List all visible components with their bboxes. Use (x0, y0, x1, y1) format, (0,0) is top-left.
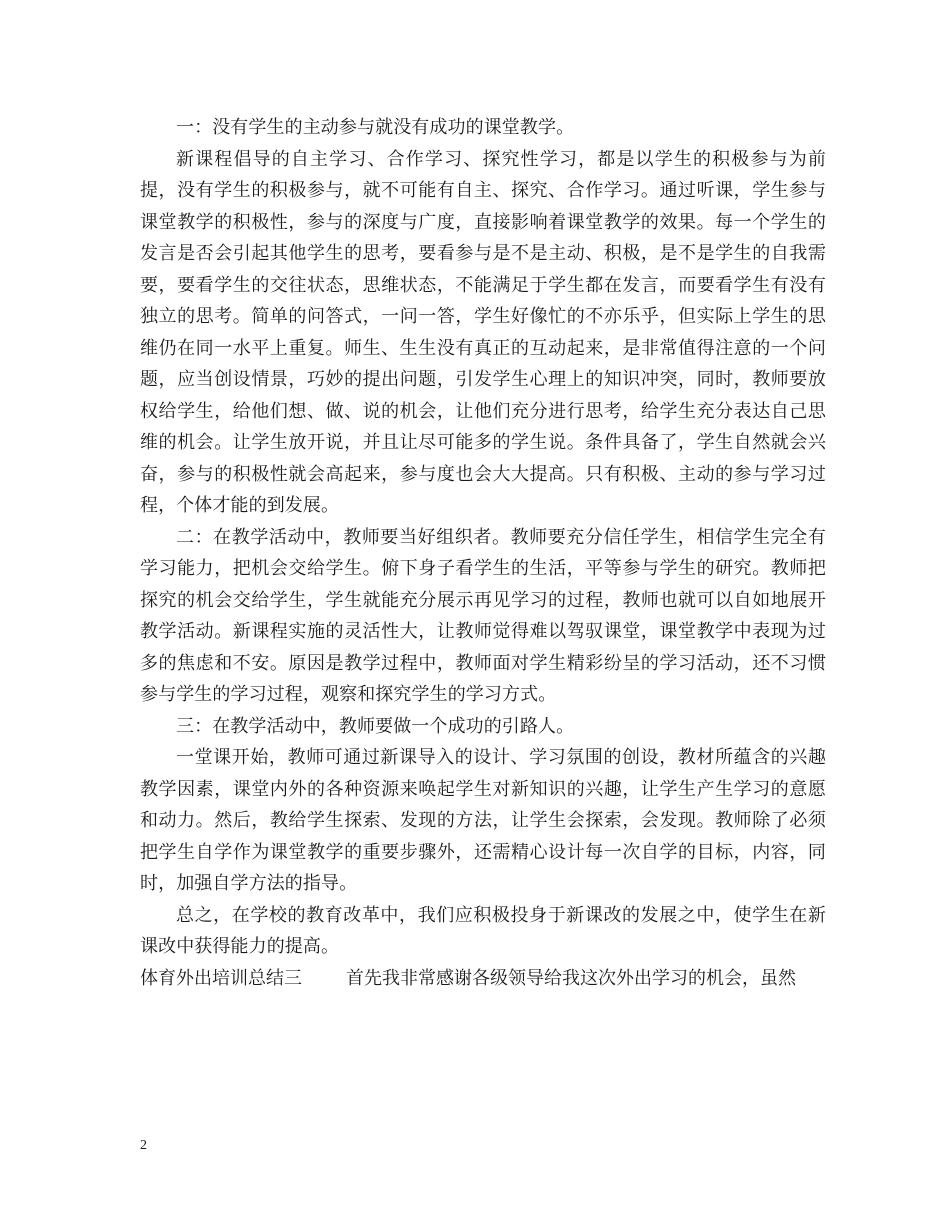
page-number: 2 (140, 1138, 147, 1153)
document-body (140, 112, 826, 994)
next-section-heading: 体育外出培训总结三 (140, 967, 302, 989)
paragraph-lesson-start: 一堂课开始，教师可通过新课导入的设计、学习氛围的创设，教材所蕴含的兴趣教学因素，课堂内外的各种资源来唤起学生对新知识的兴趣，让学生产生学习的意愿和动力。然后，教给学生探索、发现的方法，让学生会探索，会发现。教师除了必须把学生自学作为课堂教学的重要步骤外，还需精心设计每一次自学的目标，内容，同时，加强自学方法的指导。 (140, 747, 826, 894)
paragraph-point-one: 一：没有学生的主动参与就没有成功的课堂教学。 (176, 117, 575, 138)
next-section-line (140, 963, 826, 995)
next-section-text: 首先我非常感谢各级领导给我这次外出学习的机会，虽然 (346, 967, 796, 989)
paragraph-point-three: 三：在教学活动中，教师要做一个成功的引路人。 (176, 715, 575, 737)
paragraph-conclusion: 总之，在学校的教育改革中，我们应积极投身于新课改的发展之中，使学生在新课改中获得能力的提高。 (140, 904, 826, 957)
paragraph-participation: 新课程倡导的自主学习、合作学习、探究性学习，都是以学生的积极参与为前提，没有学生的积极参与，就不可能有自主、探究、合作学习。通过听课，学生参与课堂教学的积极性，参与的深度与广度，直接影响着课堂教学的效果。每一个学生的发言是否会引起其他学生的思考，要看参与是不是主动、积极，是不是学生的自我需要，要看学生的交往状态，思维状态，不能满足于学生都在发言，而要看学生有没有独立的思考。简单的问答式，一问一答，学生好像忙的不亦乐乎，但实际上学生的思维仍在同一水平上重复。师生、生生没有真正的互动起来，是非常值得注意的一个问题，应当创设情景，巧妙的提出问题，引发学生心理上的知识冲突，同时，教师要放权给学生，给他们想、做、说的机会，让他们充分进行思考，给学生充分表达自己思维的机会。让学生放开说，并且让尽可能多的学生说。条件具备了，学生自然就会兴奋，参与的积极性就会高起来，参与度也会大大提高。只有积极、主动的参与学习过程，个体才能的到发展。 (140, 148, 826, 516)
paragraph-point-two: 二：在教学活动中，教师要当好组织者。教师要充分信任学生，相信学生完全有学习能力，把机会交给学生。俯下身子看学生的生活，平等参与学生的研究。教师把探究的机会交给学生，学生就能充分展示再见学习的过程，教师也就可以自如地展开教学活动。新课程实施的灵活性大，让教师觉得难以驾驭课堂，课堂教学中表现为过多的焦虑和不安。原因是教学过程中，教师面对学生精彩纷呈的学习活动，还不习惯参与学生的学习过程，观察和探究学生的学习方式。 (140, 526, 826, 705)
